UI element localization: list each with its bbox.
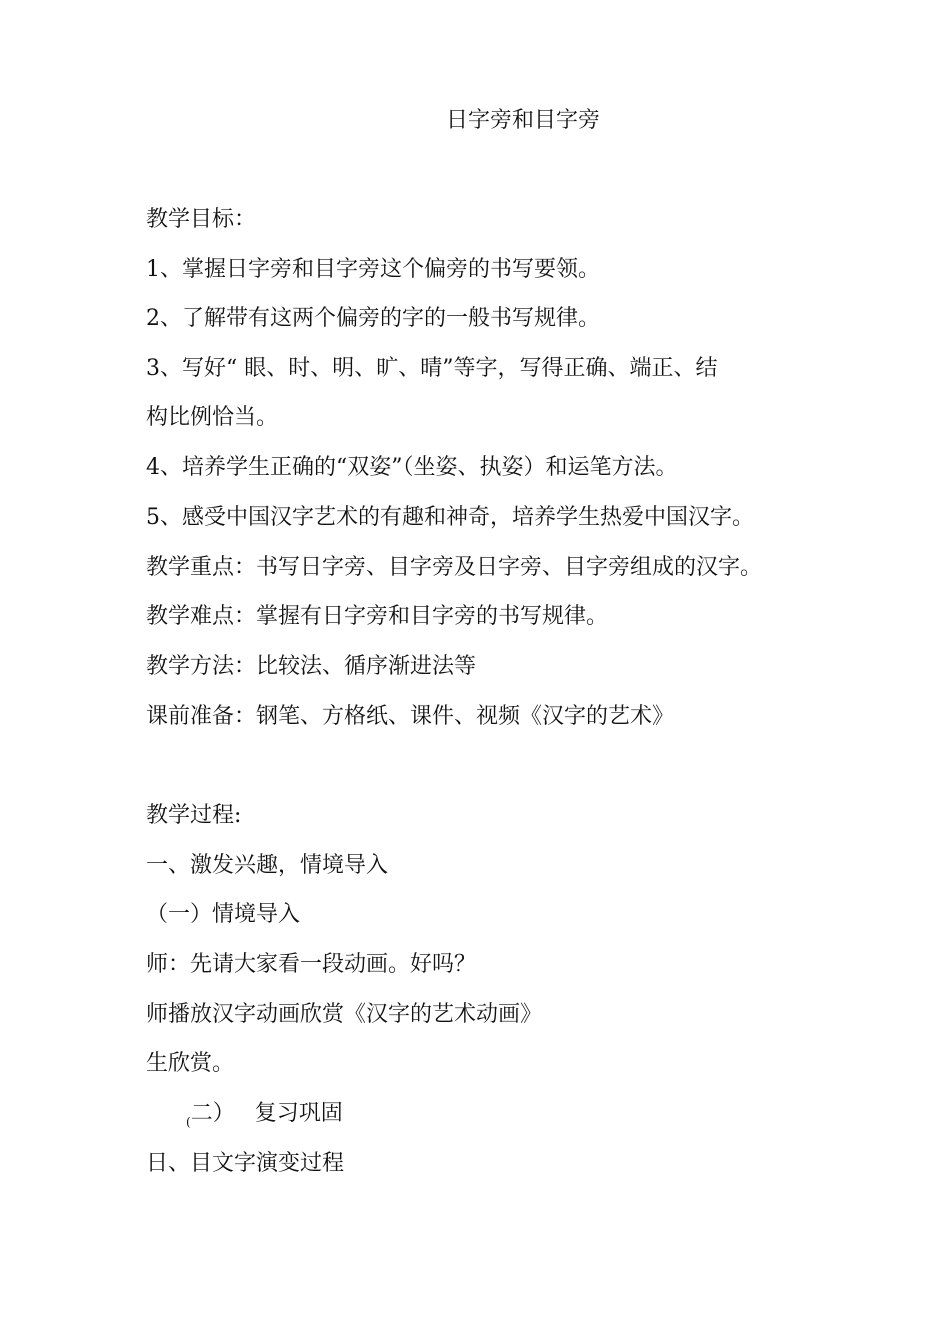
teacher-line-1: 师：先请大家看一段动画。好吗？ xyxy=(146,952,477,977)
page-title: 日字旁和目字旁 xyxy=(446,108,601,133)
objective-item-3: 3、写好“ 眼、时、明、旷、晴”等字，写得正确、端正、结 xyxy=(146,356,718,381)
process-heading: 教学过程: xyxy=(146,803,242,828)
class-preparation: 课前准备：钢笔、方格纸、课件、视频《汉字的艺术》 xyxy=(146,704,675,729)
objective-item-3-continued: 构比例恰当。 xyxy=(146,405,279,430)
objective-item-4: 4、培养学生正确的“双姿”（坐姿、执姿）和运笔方法。 xyxy=(146,455,678,480)
section-1-heading: 一、激发兴趣，情境导入 xyxy=(146,853,389,878)
objective-item-1: 1、掌握日字旁和目字旁这个偏旁的书写要领。 xyxy=(146,257,600,282)
character-evolution-line: 日、目文字演变过程 xyxy=(146,1151,345,1176)
students-line: 生欣赏。 xyxy=(146,1051,235,1076)
objective-item-2: 2、了解带有这两个偏旁的字的一般书写规律。 xyxy=(146,306,600,331)
key-points: 教学重点：书写日字旁、目字旁及日字旁、目字旁组成的汉字。 xyxy=(146,555,763,580)
difficulties: 教学难点：掌握有日字旁和目字旁的书写规律。 xyxy=(146,604,609,629)
subsection-2-text: 复习巩固 xyxy=(254,1101,343,1126)
subsection-2-label: 二） xyxy=(190,1101,235,1126)
teacher-line-2: 师播放汉字动画欣赏《汉字的艺术动画》 xyxy=(146,1002,543,1027)
subsection-2-paren: ( xyxy=(186,1115,191,1129)
subsection-1-heading: （一）情境导入 xyxy=(146,902,301,927)
teaching-methods: 教学方法：比较法、循序渐进法等 xyxy=(146,654,477,679)
objectives-heading: 教学目标： xyxy=(146,207,257,232)
subsection-2-heading xyxy=(186,1099,343,1131)
objective-item-5: 5、感受中国汉字艺术的有趣和神奇，培养学生热爱中国汉字。 xyxy=(146,505,754,530)
